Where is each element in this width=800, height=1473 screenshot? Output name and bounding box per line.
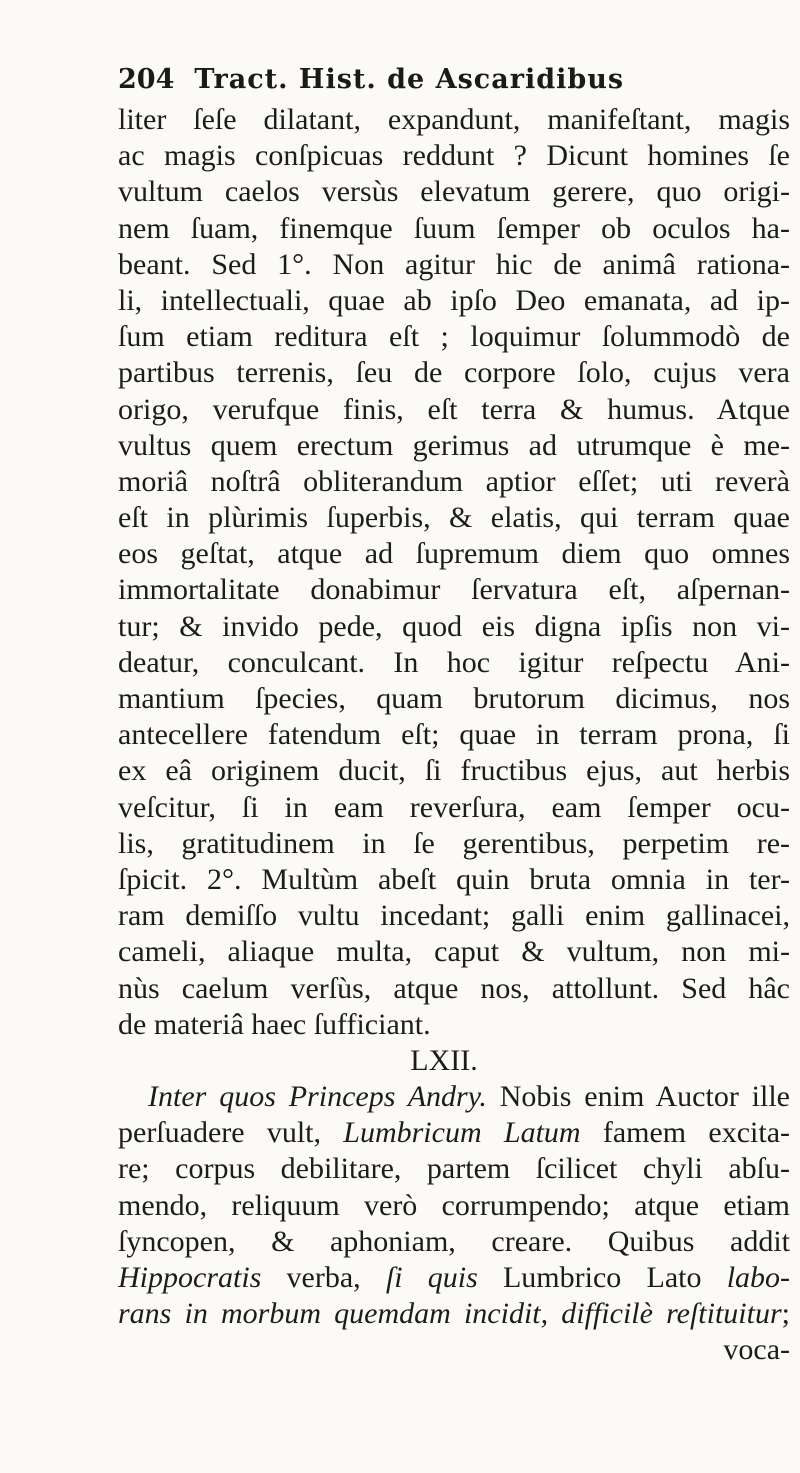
text-line: eos geſtat, atque ad ſupremum diem quo omnes <box>118 537 790 571</box>
italic-phrase: Hippocratis <box>118 1261 262 1294</box>
text-span: ; <box>781 1297 790 1331</box>
text-line: ram demiſſo vultu incedant; galli enim gallinacei, <box>118 899 790 933</box>
text-span: perſuadere vult, <box>118 1116 344 1150</box>
text-line <box>118 1079 790 1115</box>
text-line <box>118 1260 790 1296</box>
section-number: LXII. <box>410 1043 478 1077</box>
text-line: vultus quem erectum gerimus ad utrumque è me- <box>118 428 790 462</box>
text-line: liter ſeſe dilatant, expandunt, manifeſtant, magis <box>118 103 790 136</box>
text-line: vultum caelos versùs elevatum gerere, quo origi- <box>118 175 790 209</box>
catchword: voca- <box>723 1333 790 1367</box>
text-line: ſpicit. 2°. Multùm abeſt quin bruta omnia in ter- <box>118 862 790 896</box>
text-line: beant. Sed 1°. Non agitur hic de animâ rationa- <box>118 247 790 281</box>
running-header <box>118 64 788 104</box>
text-line: ac magis conſpicuas reddunt ? Dicunt homines ſe <box>118 139 790 173</box>
text-line: immortalitate donabimur ſervatura eſt, aſpernan- <box>118 573 790 607</box>
italic-phrase: ſi quis <box>385 1261 478 1294</box>
text-line: li, intellectuali, quae ab ipſo Deo emanata, ad ip- <box>118 283 790 317</box>
text-line: tur; & invido pede, quod eis digna ipſis non vi- <box>118 609 790 643</box>
text-line: ſyncopen, & aphoniam, creare. Quibus addit <box>118 1224 790 1258</box>
text-line: deatur, conculcant. In hoc igitur reſpectu Ani- <box>118 645 790 679</box>
text-line <box>118 1296 790 1332</box>
text-line: partibus terrenis, ſeu de corpore ſolo, cujus vera <box>118 356 790 390</box>
text-line: mantium ſpecies, quam brutorum dicimus, nos <box>118 682 790 715</box>
text-line <box>118 1115 790 1151</box>
text-line: eſt in plùrimis ſuperbis, & elatis, qui terram quae <box>118 501 790 535</box>
text-line: de materiâ haec ſufficiant. <box>118 1007 431 1041</box>
page-number: 204 <box>118 64 175 95</box>
text-line: origo, verufque finis, eſt terra & humus. Atque <box>118 392 790 426</box>
text-line: veſcitur, ſi in eam reverſura, eam ſemper ocu- <box>118 790 790 824</box>
text-line: nem ſuam, finemque ſuum ſemper ob oculos ha- <box>118 211 790 245</box>
text-line: nùs caelum verſùs, atque nos, attollunt. Sed hâc <box>118 971 790 1005</box>
text-line: antecellere fatendum eſt; quae in terram prona, ſi <box>118 718 790 752</box>
text-line: ex eâ originem ducit, ſi fructibus ejus, aut herbis <box>118 754 790 788</box>
italic-phrase: labo- <box>726 1261 790 1294</box>
text-line: re; corpus debilitare, partem ſcilicet chyli abſu- <box>118 1152 790 1186</box>
text-line: lis, gratitudinem in ſe gerentibus, perpetim re- <box>118 826 790 860</box>
text-span: verba, <box>261 1261 386 1294</box>
italic-phrase: Inter quos Princeps Andry. <box>148 1080 487 1114</box>
italic-phrase: rans in morbum quemdam incidit, difficilè reſtituitur <box>118 1297 782 1331</box>
text-line: cameli, aliaque multa, caput & vultum, non mi- <box>118 935 790 969</box>
text-line: ſum etiam reditura eſt ; loquimur ſolummodò de <box>118 320 790 354</box>
italic-phrase: Lumbricum Latum <box>343 1116 581 1150</box>
text-span: famem excita- <box>580 1116 790 1150</box>
text-line: moriâ noſtrâ obliterandum aptior eſſet; uti reverà <box>118 464 790 498</box>
running-title: Tract. Hist. de Ascaridibus <box>194 64 625 95</box>
text-span: Lumbrico Lato <box>477 1261 727 1294</box>
body-text <box>118 102 790 1369</box>
text-span: Nobis enim Auctor ille <box>486 1080 790 1114</box>
text-line: mendo, reliquum verò corrumpendo; atque etiam <box>118 1188 790 1222</box>
